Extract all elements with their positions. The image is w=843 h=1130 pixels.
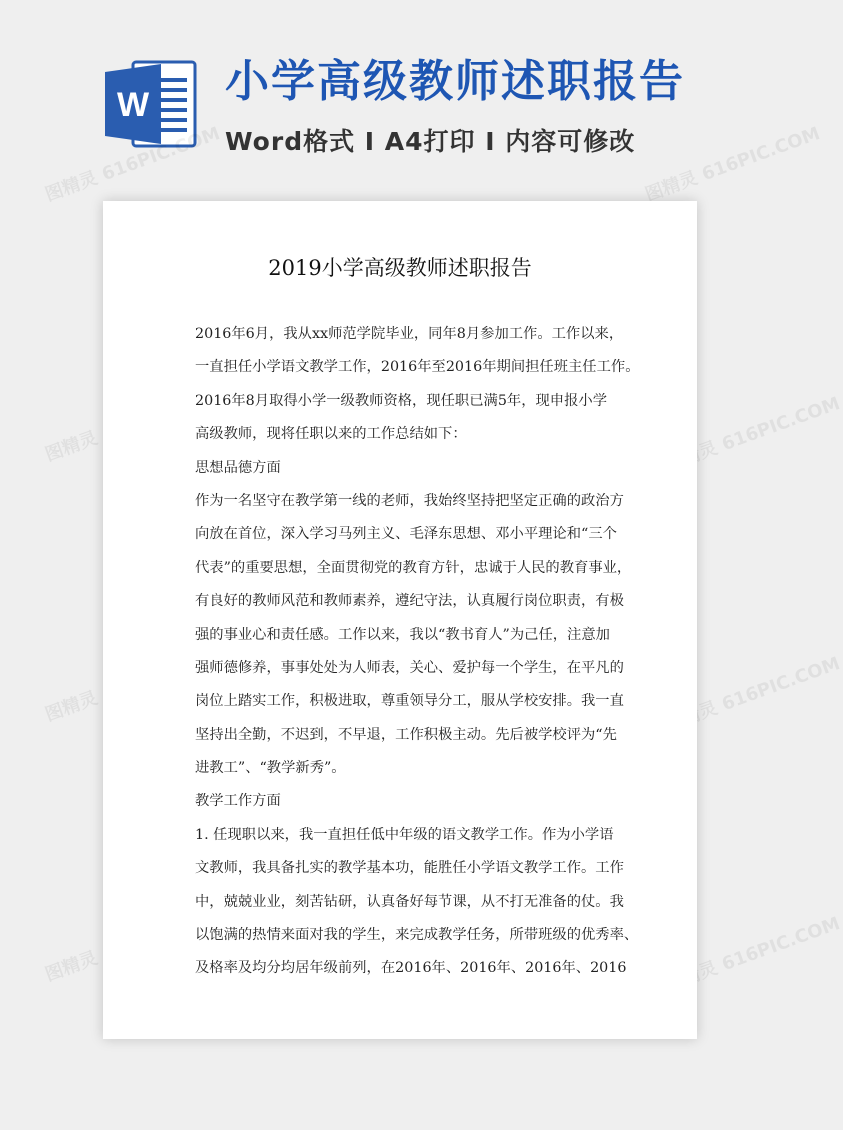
document-line: 进教工”、“教学新秀”。 — [195, 760, 346, 777]
page-title: 小学高级教师述职报告 — [225, 56, 685, 107]
document-page — [103, 201, 697, 1039]
document-line: 强师德修养，事事处处为人师表，关心、爱护每一个学生，在平凡的 — [195, 659, 624, 676]
document-line: 文教师，我具备扎实的教学基本功，能胜任小学语文教学工作。工作 — [195, 860, 624, 877]
document-line: 岗位上踏实工作，积极进取，尊重领导分工，服从学校安排。我一直 — [195, 693, 624, 710]
document-line: 高级教师，现将任职以来的工作总结如下： — [195, 426, 467, 443]
watermark: 图精灵 616PIC.COM — [662, 653, 843, 736]
watermark: 图精灵 616PIC.COM — [42, 123, 223, 206]
document-line: 中，兢兢业业，刻苦钻研，认真备好每节课，从不打无准备的仗。我 — [195, 893, 624, 910]
document-line: 强的事业心和责任感。工作以来，我以“教书育人”为己任，注意加 — [195, 626, 610, 643]
document-line: 1. 任现职以来，我一直担任低中年级的语文教学工作。作为小学语 — [195, 826, 614, 843]
word-icon-letter: W — [116, 86, 150, 124]
watermark: 图精灵 616PIC.COM — [642, 123, 823, 206]
document-line: 坚持出全勤，不迟到，不早退，工作积极主动。先后被学校评为“先 — [195, 726, 617, 743]
word-document-icon — [103, 54, 203, 154]
document-line: 2016年8月取得小学一级教师资格，现任职已满5年，现申报小学 — [195, 392, 607, 409]
section-heading: 教学工作方面 — [195, 793, 281, 810]
document-line: 及格率及均分均居年级前列，在2016年、2016年、2016年、2016 — [195, 960, 627, 977]
document-line: 代表”的重要思想，全面贯彻党的教育方针，忠诚于人民的教育事业， — [195, 559, 632, 576]
watermark: 图精灵 616PIC.COM — [662, 393, 843, 476]
header — [0, 0, 800, 200]
document-title: 2019小学高级教师述职报告 — [268, 256, 532, 280]
document-line: 以饱满的热情来面对我的学生，来完成教学任务，所带班级的优秀率、 — [195, 927, 639, 944]
document-line: 向放在首位，深入学习马列主义、毛泽东思想、邓小平理论和“三个 — [195, 526, 617, 543]
watermark: 图精灵 — [42, 947, 101, 986]
document-line: 2016年6月，我从xx师范学院毕业，同年8月参加工作。工作以来， — [195, 326, 624, 342]
document-line: 一直担任小学语文教学工作，2016年至2016年期间担任班主任工作。 — [195, 359, 640, 376]
document-body — [195, 318, 640, 986]
watermark: 图精灵 — [42, 687, 101, 726]
page-subtitle: Word格式 I A4打印 I 内容可修改 — [225, 127, 636, 156]
watermark: 图精灵 616PIC.COM — [662, 913, 843, 996]
watermark: 图精灵 — [42, 427, 101, 466]
document-line: 作为一名坚守在教学第一线的老师，我始终坚持把坚定正确的政治方 — [195, 492, 624, 509]
document-line: 有良好的教师风范和教师素养，遵纪守法，认真履行岗位职责，有极 — [195, 593, 624, 610]
section-heading: 思想品德方面 — [195, 459, 281, 476]
